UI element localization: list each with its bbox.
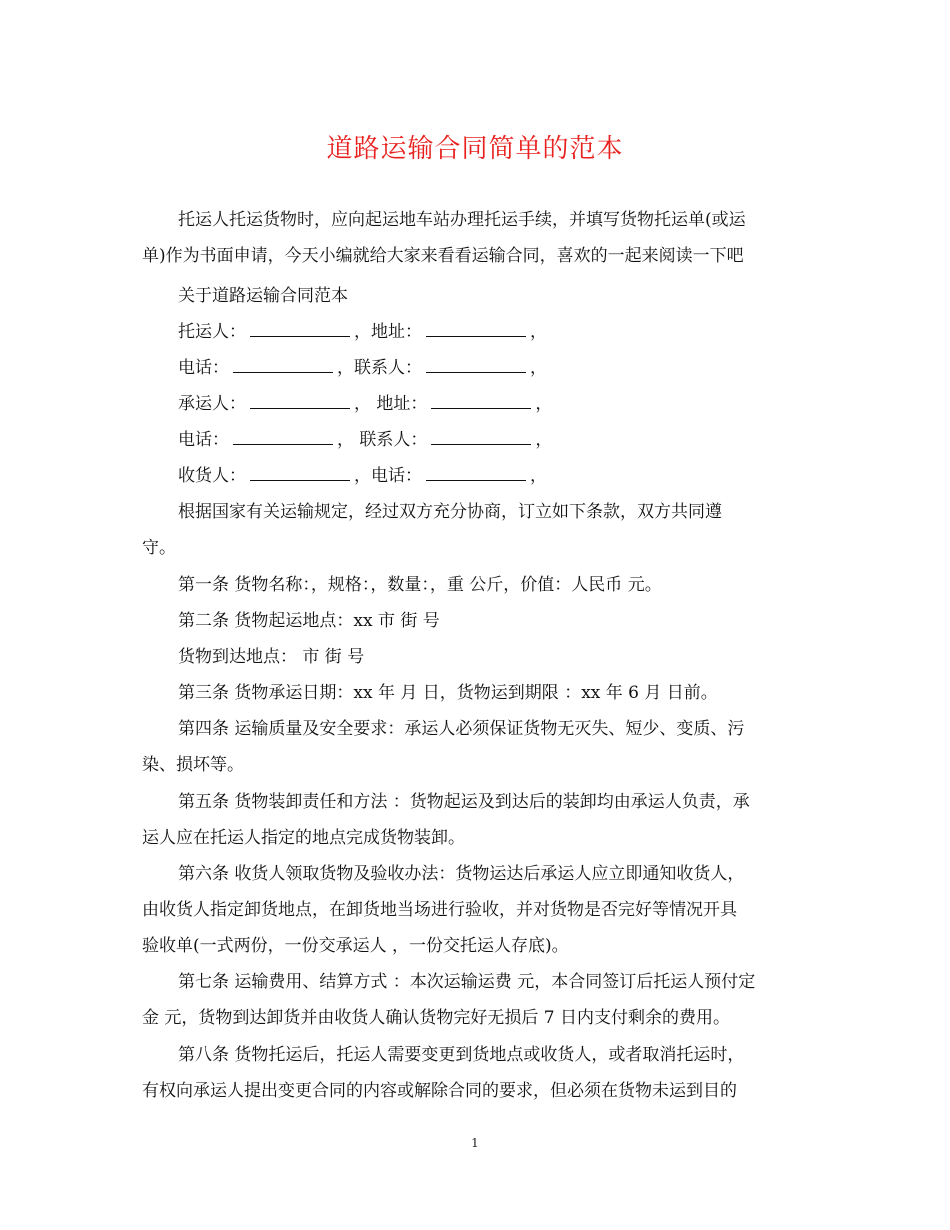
phone-label: 电话： [178,358,229,378]
consignee-label: 收货人： [178,466,246,486]
clause-7-line-2: 金 元，货物到达卸货并由收货人确认货物完好无损后 7 日内支付剩余的费用。 [142,1008,731,1028]
clause-2-destination: 货物到达地点： 市 街 号 [178,647,365,667]
carrier-address-blank [431,394,531,409]
clause-8-line-2: 有权向承运人提出变更合同的内容或解除合同的要求，但必须在货物未运到目的 [142,1081,737,1101]
trailing-comma: ， [530,358,547,378]
clause-5-line-2: 运人应在托运人指定的地点完成货物装卸。 [142,828,465,848]
form-row-phone [178,356,547,380]
carrier-contact-label: ， 联系人： [337,430,428,450]
trailing-comma: ， [530,466,547,486]
carrier-phone-blank [233,430,333,445]
shipper-label: 托运人： [178,322,246,342]
shipper-blank [250,322,350,337]
phone-blank [233,358,333,373]
consignee-blank [250,466,350,481]
address-label: ，地址： [354,322,422,342]
form-row-carrier [178,392,552,416]
document-title: 道路运输合同简单的范本 [326,134,624,164]
form-row-consignee [178,464,547,488]
form-row-shipper [178,320,547,344]
clause-8-line-1: 第八条 货物托运后，托运人需要变更到货地点或收货人，或者取消托运时， [178,1045,745,1065]
page-number: 1 [471,1136,479,1150]
carrier-label: 承运人： [178,394,246,414]
consignee-phone-label: ，电话： [354,466,422,486]
consignee-phone-blank [426,466,526,481]
clause-6-line-2: 由收货人指定卸货地点，在卸货地当场进行验收，并对货物是否完好等情况开具 [142,900,737,920]
trailing-comma: ， [535,430,553,450]
clause-2: 第二条 货物起运地点：xx 市 街 号 [178,611,440,631]
clause-7-line-1: 第七条 运输费用、结算方式 ：本次运输运费 元，本合同签订后托运人预付定 [178,972,756,992]
preamble-line-1: 根据国家有关运输规定，经过双方充分协商，订立如下条款，双方共同遵 [178,502,722,522]
form-row-carrier-phone [178,428,552,452]
carrier-address-label: ， 地址： [354,394,428,414]
trailing-comma: ， [530,322,547,342]
clause-5-line-1: 第五条 货物装卸责任和方法 ：货物起运及到达后的装卸均由承运人负责，承 [178,792,750,812]
carrier-contact-blank [431,430,531,445]
trailing-comma: ， [535,394,553,414]
clause-1: 第一条 货物名称：，规格：，数量：，重 公斤，价值：人民币 元。 [178,575,662,595]
intro-line-1: 托运人托运货物时，应向起运地车站办理托运手续，并填写货物托运单(或运 [178,210,746,230]
contact-blank [426,358,526,373]
intro-line-2: 单)作为书面申请，今天小编就给大家来看看运输合同，喜欢的一起来阅读一下吧 [142,246,744,266]
address-blank [426,322,526,337]
preamble-line-2: 守。 [142,538,176,558]
carrier-phone-label: 电话： [178,430,229,450]
contact-label: ，联系人： [337,358,422,378]
clause-4-line-1: 第四条 运输质量及安全要求：承运人必须保证货物无灭失、短少、变质、污 [178,719,745,739]
carrier-blank [250,394,350,409]
subheading: 关于道路运输合同范本 [178,286,348,306]
clause-4-line-2: 染、损坏等。 [142,755,244,775]
clause-6-line-3: 验收单(一式两份，一份交承运人 ，一份交托运人存底)。 [142,936,569,956]
clause-6-line-1: 第六条 收货人领取货物及验收办法：货物运达后承运人应立即通知收货人， [178,864,745,884]
clause-3: 第三条 货物承运日期：xx 年 月 日，货物运到期限 ：xx 年 6 月 日前。 [178,683,718,703]
